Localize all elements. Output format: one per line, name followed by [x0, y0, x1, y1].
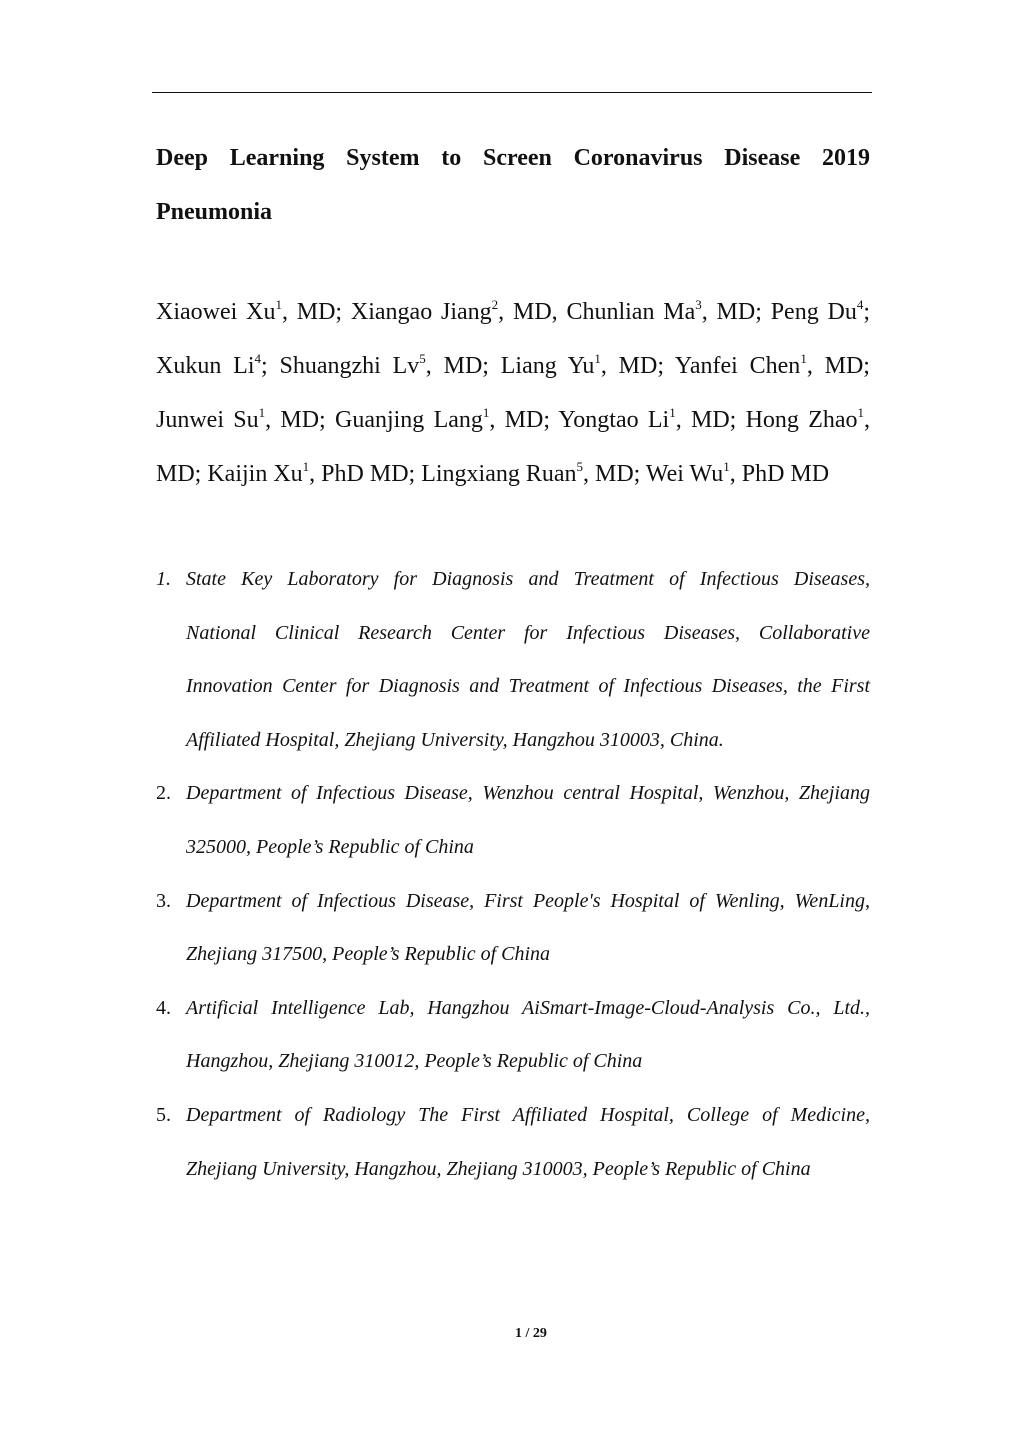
affiliation-number: 1.: [156, 568, 171, 590]
affiliation-item: [156, 875, 870, 982]
affiliation-marker: 1: [275, 297, 282, 312]
author-text: Xukun Li: [156, 353, 255, 379]
affiliation-line: Hangzhou, Zhejiang 310012, People’s Republic of China: [186, 1050, 643, 1073]
affiliation-list: [156, 553, 870, 1196]
author-text: , PhD MD: [729, 461, 830, 487]
affiliation-item: [156, 767, 870, 874]
author-text: , MD, Chunlian Ma: [498, 299, 696, 325]
paper-title: [156, 131, 870, 239]
author-text: , MD; Xiangao Jiang: [281, 299, 492, 325]
affiliation-line: National Clinical Research Center for Infectious Diseases, Collaborative: [186, 621, 870, 644]
author-text: Xiaowei Xu: [156, 299, 276, 325]
author-list: [156, 285, 870, 501]
affiliation-line: State Key Laboratory for Diagnosis and Treatment of Infectious Diseases,: [186, 568, 870, 590]
affiliation-marker: 1: [857, 405, 864, 420]
affiliation-marker: 1: [302, 459, 310, 474]
affiliation-line: Department of Radiology The First Affiliated Hospital, College of Medicine,: [186, 1103, 870, 1126]
affiliation-marker: 4: [254, 351, 261, 366]
author-text: Junwei Su: [156, 407, 259, 433]
author-text: ,: [864, 407, 870, 433]
author-line-3: [156, 393, 870, 447]
affiliation-item: [156, 553, 870, 767]
affiliation-marker: 1: [800, 351, 807, 366]
author-text: , MD; Guanjing Lang: [265, 407, 483, 433]
affiliation-marker: 1: [594, 351, 601, 366]
author-text: , MD; Wei Wu: [583, 461, 724, 487]
affiliation-marker: 2: [491, 297, 499, 312]
author-text: , MD; Hong Zhao: [675, 407, 858, 433]
affiliation-line: Innovation Center for Diagnosis and Treatment of Infectious Diseases, the First: [186, 675, 870, 698]
affiliation-item: [156, 1089, 870, 1196]
affiliation-number: 5.: [156, 1103, 171, 1126]
affiliation-marker: 1: [482, 405, 490, 420]
affiliation-item: [156, 982, 870, 1089]
author-line-4: [156, 447, 870, 501]
affiliation-line: 325000, People’s Republic of China: [186, 835, 474, 858]
affiliation-line: Department of Infectious Disease, First People's Hospital of Wenling, WenLing,: [186, 889, 870, 912]
affiliation-line: Department of Infectious Disease, Wenzhou central Hospital, Wenzhou, Zhejiang: [186, 782, 870, 805]
author-text: ; Shuangzhi Lv: [260, 353, 420, 379]
paper-title-line-1: Deep Learning System to Screen Coronavirus Disease 2019: [156, 145, 870, 171]
author-text: MD; Kaijin Xu: [156, 461, 303, 487]
affiliation-number: 4.: [156, 996, 171, 1019]
affiliation-marker: 1: [723, 459, 730, 474]
affiliation-marker: 1: [258, 405, 266, 420]
author-text: , MD; Liang Yu: [425, 353, 595, 379]
author-text: , MD;: [806, 353, 870, 379]
affiliation-marker: 1: [669, 405, 676, 420]
author-text: , PhD MD; Lingxiang Ruan: [309, 461, 577, 487]
affiliation-number: 2.: [156, 782, 171, 805]
affiliation-line: Zhejiang University, Hangzhou, Zhejiang 310003, People’s Republic of China: [186, 1157, 811, 1180]
affiliation-marker: 4: [856, 297, 864, 312]
author-text: , MD; Yongtao Li: [489, 407, 670, 433]
author-line-2: [156, 339, 870, 393]
affiliation-marker: 5: [419, 351, 426, 366]
affiliation-line: Artificial Intelligence Lab, Hangzhou AiSmart-Image-Cloud-Analysis Co., Ltd.,: [186, 996, 870, 1019]
author-text: , MD; Peng Du: [701, 299, 857, 325]
affiliation-marker: 5: [576, 459, 583, 474]
author-text: ;: [863, 299, 871, 325]
affiliation-line: Affiliated Hospital, Zhejiang University, Hangzhou 310003, China.: [186, 728, 724, 751]
paper-title-line-2: Pneumonia: [156, 199, 273, 225]
author-text: , MD; Yanfei Chen: [600, 353, 801, 379]
page-number: 1 / 29: [515, 1326, 547, 1341]
affiliation-number: 3.: [156, 889, 171, 912]
header-rule: [152, 92, 872, 93]
affiliation-line: Zhejiang 317500, People’s Republic of China: [186, 943, 551, 966]
author-line-1: [156, 285, 870, 339]
affiliation-marker: 3: [695, 297, 702, 312]
